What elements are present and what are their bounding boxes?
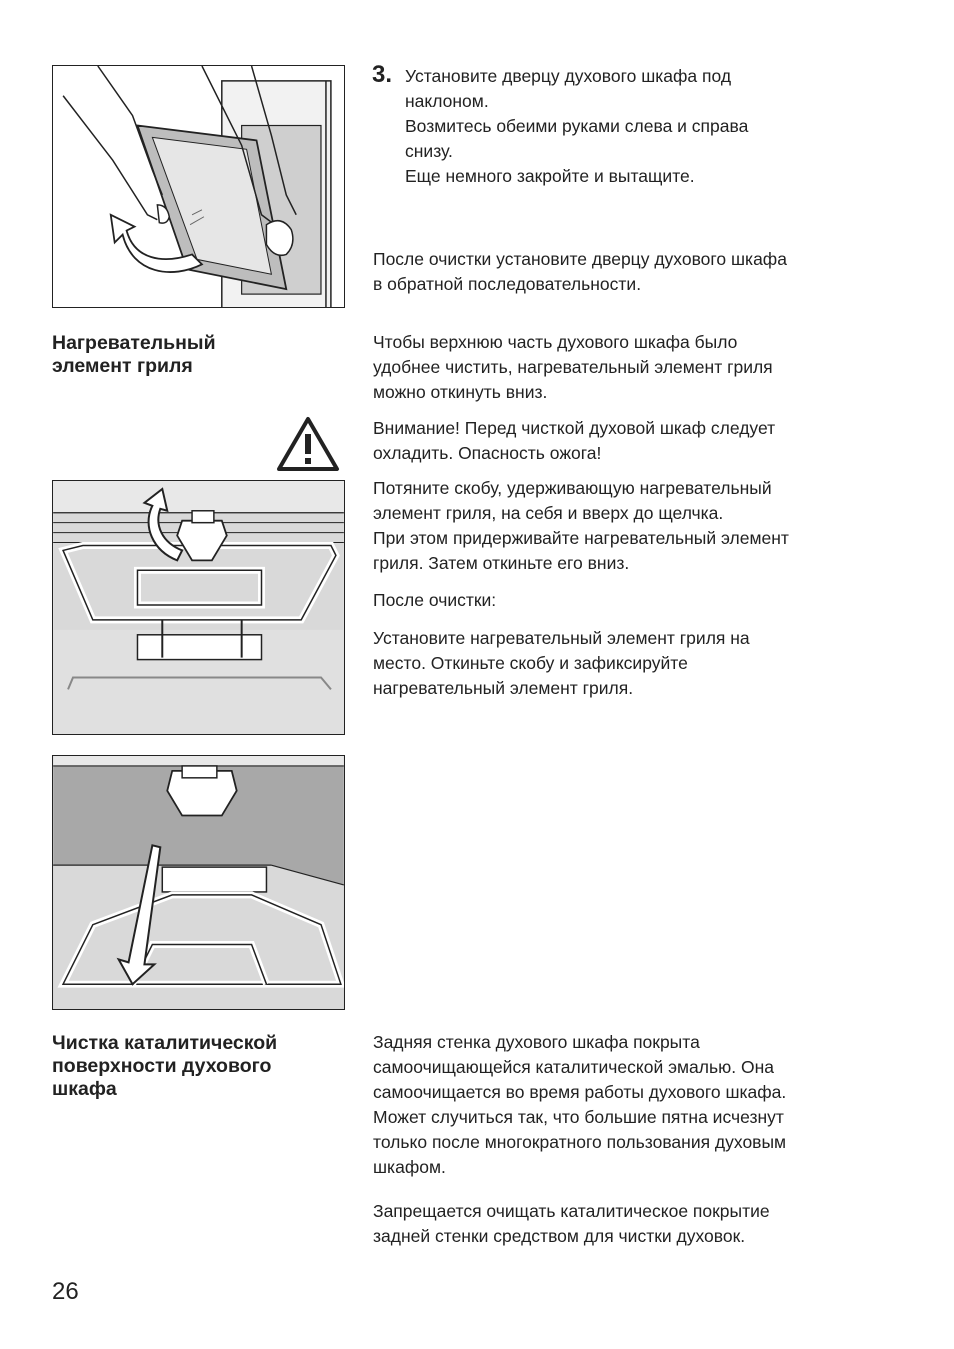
text-line: Внимание! Перед чисткой духовой шкаф следует: [373, 418, 776, 438]
warning-triangle-icon: [276, 416, 340, 472]
door-removal-illustration: [53, 66, 344, 307]
text-line: После очистки установите дверцу духового шкафа: [373, 249, 787, 269]
figure-door-removal: [52, 65, 345, 308]
grill-pull-text: [373, 476, 913, 576]
text-line: При этом придерживайте нагревательный элемент: [373, 528, 789, 548]
text-line: гриля. Затем откиньте его вниз.: [373, 553, 630, 573]
text-line: в обратной последовательности.: [373, 274, 642, 294]
text-line: Потяните скобу, удерживающую нагревательный: [373, 478, 772, 498]
text-line: Может случиться так, что большие пятна исчезнут: [373, 1107, 784, 1127]
text-line: самоочищающейся каталитической эмалью. Она: [373, 1057, 774, 1077]
text-line: только после многократного пользования духовым: [373, 1132, 787, 1152]
grill-reinstall-text: [373, 626, 913, 701]
grill-heading: Нагревательный элемент гриля: [52, 332, 216, 377]
text-line: Еще немного закройте и вытащите.: [405, 166, 695, 186]
grill-clip-up-illustration: [53, 481, 344, 734]
text-line: место. Откиньте скобу и зафиксируйте: [373, 653, 688, 673]
text-line: охладить. Опасность ожога!: [373, 443, 602, 463]
after-cleaning-door-text: [373, 247, 913, 297]
text-line: Установите нагревательный элемент гриля на: [373, 628, 750, 648]
text-line: Возмитесь обеими руками слева и справа: [405, 116, 749, 136]
text-line: можно откинуть вниз.: [373, 382, 548, 402]
text-line: удобнее чистить, нагревательный элемент гриля: [373, 357, 773, 377]
grill-intro-text: [373, 330, 913, 405]
page-number: 26: [52, 1278, 79, 1305]
text-line: нагревательный элемент гриля.: [373, 678, 634, 698]
text-line: Чтобы верхнюю часть духового шкафа было: [373, 332, 738, 352]
text-line: наклоном.: [405, 91, 489, 111]
catalytic-para2: [373, 1199, 913, 1249]
grill-after-label: [373, 588, 913, 613]
catalytic-para1: [373, 1030, 913, 1180]
text-line: Установите дверцу духового шкафа под: [405, 66, 732, 86]
text-line: Задняя стенка духового шкафа покрыта: [373, 1032, 700, 1052]
text-line: Запрещается очищать каталитическое покрытие: [373, 1201, 770, 1221]
text-line: задней стенки средством для чистки духовок.: [373, 1226, 746, 1246]
catalytic-heading: Чистка каталитической поверхности духового шкафа: [52, 1032, 278, 1100]
text-line: снизу.: [405, 141, 453, 161]
grill-fold-down-illustration: [53, 756, 344, 1009]
step3-text: [405, 64, 945, 189]
figure-grill-clip-up: [52, 480, 345, 735]
figure-grill-fold-down: [52, 755, 345, 1010]
text-line: После очистки:: [373, 590, 497, 610]
text-line: шкафом.: [373, 1157, 446, 1177]
text-line: элемент гриля, на себя и вверх до щелчка.: [373, 503, 724, 523]
grill-warning-text: [373, 416, 913, 466]
text-line: самоочищается во время работы духового шкафа.: [373, 1082, 787, 1102]
step-number: 3.: [372, 61, 393, 88]
